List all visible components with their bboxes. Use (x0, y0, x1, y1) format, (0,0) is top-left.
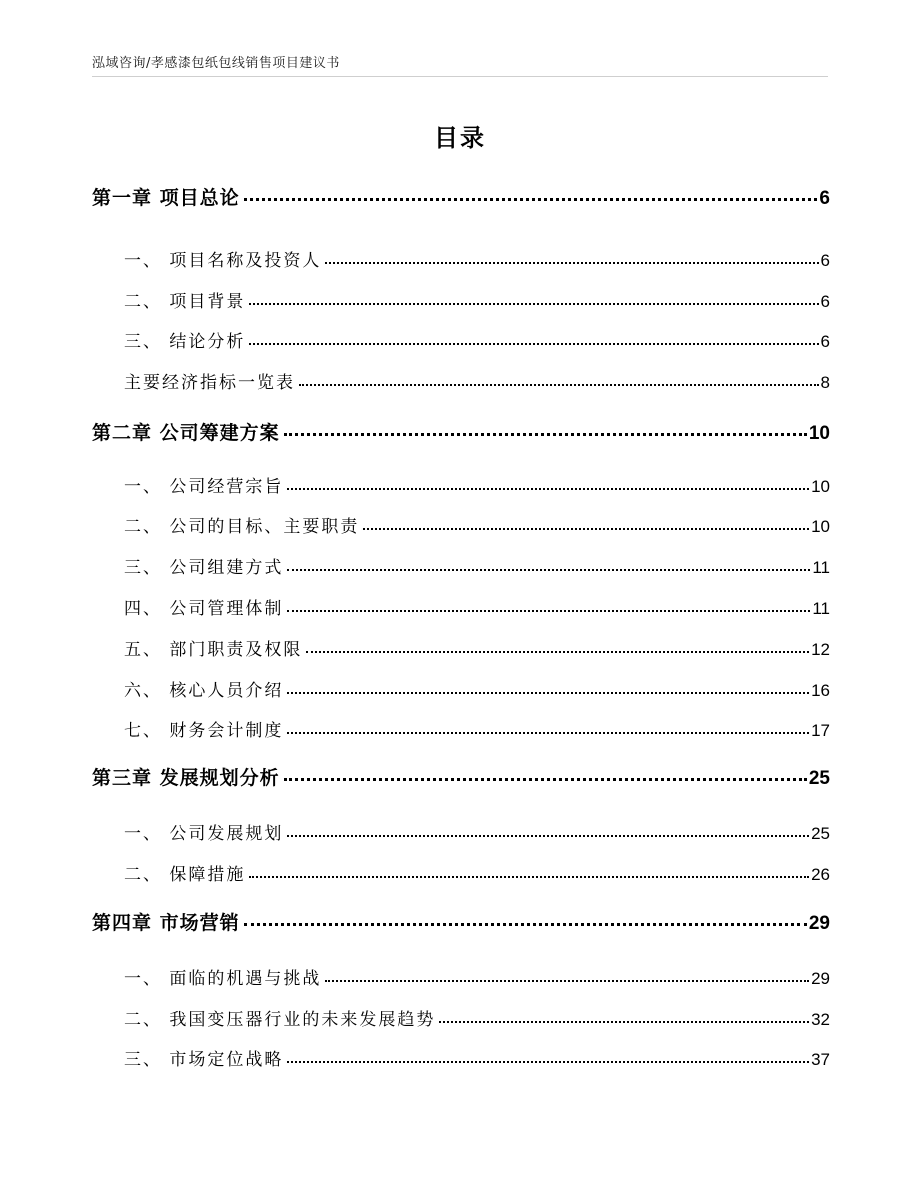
toc-chapter-1[interactable] (92, 183, 830, 213)
toc-entry-label: 三、 市场定位战略 (124, 1050, 284, 1070)
toc-entry-label: 二、 公司的目标、主要职责 (124, 517, 360, 537)
dot-leader (284, 765, 807, 784)
dot-leader (287, 475, 809, 492)
toc-entry-label: 第四章 市场营销 (92, 912, 240, 934)
toc-entry-page: 6 (820, 292, 830, 311)
dot-leader (325, 967, 809, 984)
dot-leader (287, 679, 809, 696)
dot-leader (249, 863, 809, 880)
dot-leader (287, 556, 810, 573)
dot-leader (299, 371, 819, 388)
table-of-contents (92, 0, 830, 1191)
dot-leader (287, 1048, 809, 1065)
toc-entry-page: 10 (808, 423, 830, 444)
dot-leader (363, 515, 809, 532)
toc-entry-page: 8 (820, 373, 830, 392)
dot-leader (244, 910, 807, 929)
toc-chapter-2[interactable] (92, 418, 830, 448)
toc-entry-label: 二、 保障措施 (124, 865, 246, 885)
toc-entry-page: 29 (811, 969, 830, 988)
toc-section[interactable] (92, 246, 830, 272)
toc-entry-label: 二、 我国变压器行业的未来发展趋势 (124, 1010, 436, 1030)
dot-leader (287, 822, 809, 839)
toc-title: 目录 (434, 124, 486, 152)
toc-entry-label: 第二章 公司筹建方案 (92, 422, 280, 444)
dot-leader (249, 330, 818, 347)
toc-entry-page: 6 (820, 251, 830, 270)
toc-section[interactable] (92, 635, 830, 661)
toc-entry-page: 10 (811, 477, 830, 496)
toc-section[interactable] (92, 964, 830, 990)
toc-entry-page: 25 (811, 824, 830, 843)
toc-entry-label: 一、 公司发展规划 (124, 824, 284, 844)
toc-chapter-3[interactable] (92, 763, 830, 793)
toc-entry-label: 四、 公司管理体制 (124, 599, 284, 619)
dot-leader (287, 597, 810, 614)
toc-chapter-4[interactable] (92, 908, 830, 938)
toc-entry-label: 二、 项目背景 (124, 292, 246, 312)
toc-entry-page: 32 (811, 1010, 830, 1029)
dot-leader (244, 185, 818, 204)
toc-entry-label: 一、 公司经营宗旨 (124, 477, 284, 497)
dot-leader (287, 719, 809, 736)
toc-entry-page: 6 (820, 332, 830, 351)
toc-entry-page: 10 (811, 517, 830, 536)
toc-entry-page: 11 (812, 599, 830, 618)
dot-leader (284, 420, 807, 439)
toc-entry-label: 七、 财务会计制度 (124, 721, 284, 741)
toc-entry-page: 12 (811, 640, 830, 659)
toc-entry-label: 三、 公司组建方式 (124, 558, 284, 578)
dot-leader (325, 249, 818, 266)
toc-entry-page: 37 (811, 1050, 830, 1069)
toc-section[interactable] (92, 512, 830, 538)
toc-entry-page: 16 (811, 681, 830, 700)
toc-entry-page: 29 (808, 913, 830, 934)
toc-section[interactable] (92, 287, 830, 313)
toc-entry-label: 三、 结论分析 (124, 332, 246, 352)
toc-section[interactable] (92, 327, 830, 353)
toc-section[interactable] (92, 368, 830, 394)
toc-entry-label: 主要经济指标一览表 (124, 373, 295, 393)
toc-section[interactable] (92, 1005, 830, 1031)
toc-entry-label: 六、 核心人员介绍 (124, 681, 284, 701)
toc-section[interactable] (92, 472, 830, 498)
toc-entry-page: 11 (812, 558, 830, 577)
toc-section[interactable] (92, 553, 830, 579)
toc-entry-label: 一、 面临的机遇与挑战 (124, 969, 322, 989)
dot-leader (439, 1008, 809, 1025)
toc-section[interactable] (92, 716, 830, 742)
toc-entry-label: 五、 部门职责及权限 (124, 640, 303, 660)
toc-entry-label: 第一章 项目总论 (92, 187, 240, 209)
toc-entry-page: 17 (811, 721, 830, 740)
toc-section[interactable] (92, 676, 830, 702)
toc-entry-page: 26 (811, 865, 830, 884)
toc-section[interactable] (92, 1045, 830, 1071)
toc-entry-page: 6 (819, 188, 830, 209)
running-header: 泓域咨询/孝感漆包纸包线销售项目建议书 (92, 56, 340, 71)
dot-leader (306, 638, 809, 655)
toc-entry-label: 一、 项目名称及投资人 (124, 251, 322, 271)
toc-entry-page: 25 (808, 768, 830, 789)
dot-leader (249, 290, 818, 307)
toc-entry-label: 第三章 发展规划分析 (92, 767, 280, 789)
toc-section[interactable] (92, 594, 830, 620)
toc-section[interactable] (92, 860, 830, 886)
toc-section[interactable] (92, 819, 830, 845)
